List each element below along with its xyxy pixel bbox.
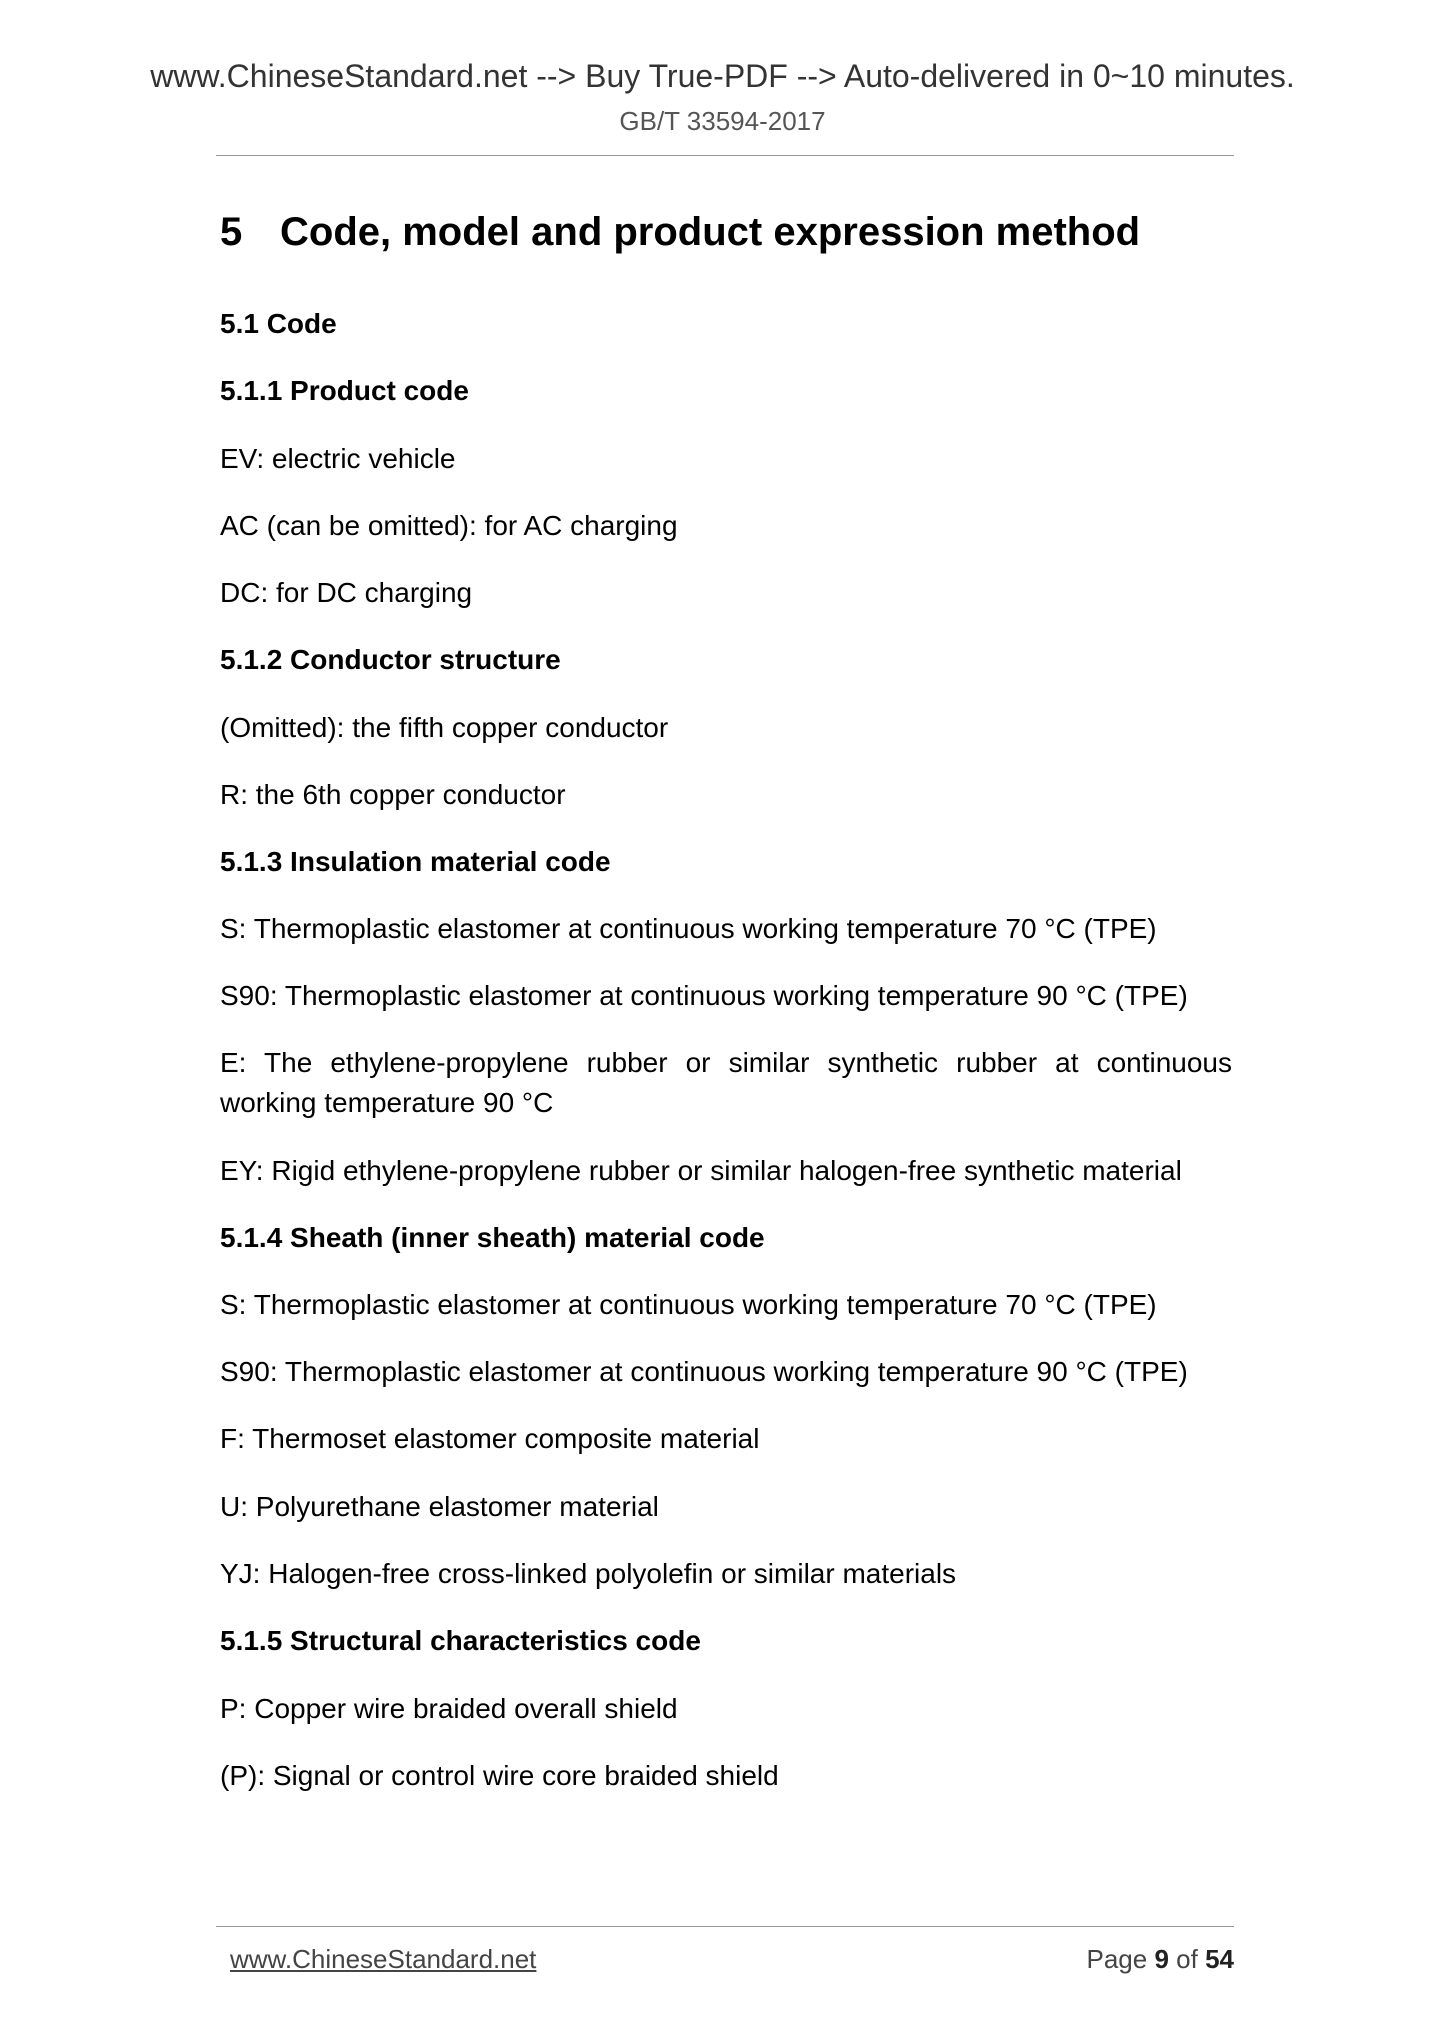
code-r: R: the 6th copper conductor bbox=[220, 779, 566, 810]
page-of: of bbox=[1176, 1944, 1198, 1974]
code-omitted: (Omitted): the fifth copper conductor bbox=[220, 712, 669, 743]
heading-5-1-4: 5.1.4 Sheath (inner sheath) material code bbox=[220, 1222, 765, 1253]
code-ev: EV: electric vehicle bbox=[220, 443, 456, 474]
insulation-s90: S90: Thermoplastic elastomer at continuous working temperature 90 °C (TPE) bbox=[220, 980, 1188, 1011]
footer-divider bbox=[216, 1926, 1234, 1927]
sheath-s: S: Thermoplastic elastomer at continuous working temperature 70 °C (TPE) bbox=[220, 1289, 1157, 1320]
code-ac: AC (can be omitted): for AC charging bbox=[220, 510, 678, 541]
page-prefix: Page bbox=[1086, 1944, 1148, 1974]
insulation-s: S: Thermoplastic elastomer at continuous working temperature 70 °C (TPE) bbox=[220, 913, 1157, 944]
sheath-u: U: Polyurethane elastomer material bbox=[220, 1491, 659, 1522]
standard-id: GB/T 33594-2017 bbox=[619, 106, 826, 136]
section-number: 5 bbox=[220, 210, 243, 254]
heading-5-1-1: 5.1.1 Product code bbox=[220, 375, 469, 406]
page-current: 9 bbox=[1154, 1944, 1169, 1974]
section-heading bbox=[220, 210, 1140, 255]
heading-5-1-5: 5.1.5 Structural characteristics code bbox=[220, 1625, 701, 1656]
sheath-yj: YJ: Halogen-free cross-linked polyolefin or similar materials bbox=[220, 1558, 957, 1589]
page-number bbox=[1084, 1944, 1234, 1975]
insulation-e-line1: E: The ethylene-propylene rubber or similar synthetic rubber at continuous bbox=[220, 1047, 1232, 1078]
heading-5-1-3: 5.1.3 Insulation material code bbox=[220, 846, 611, 877]
page-total: 54 bbox=[1205, 1944, 1234, 1974]
section-title: Code, model and product expression method bbox=[280, 210, 1141, 254]
structure-p: P: Copper wire braided overall shield bbox=[220, 1693, 678, 1724]
footer-site-link[interactable]: www.ChineseStandard.net bbox=[230, 1944, 537, 1974]
header-banner: www.ChineseStandard.net --> Buy True-PDF --> Auto-delivered in 0~10 minutes. bbox=[150, 58, 1295, 94]
sheath-f: F: Thermoset elastomer composite material bbox=[220, 1423, 760, 1454]
heading-5-1: 5.1 Code bbox=[220, 308, 337, 339]
structure-p-paren: (P): Signal or control wire core braided shield bbox=[220, 1760, 779, 1791]
insulation-ey: EY: Rigid ethylene-propylene rubber or similar halogen-free synthetic material bbox=[220, 1155, 1182, 1186]
heading-5-1-2: 5.1.2 Conductor structure bbox=[220, 644, 561, 675]
header-divider bbox=[216, 155, 1234, 156]
insulation-e-line2: working temperature 90 °C bbox=[220, 1087, 554, 1118]
code-dc: DC: for DC charging bbox=[220, 577, 473, 608]
sheath-s90: S90: Thermoplastic elastomer at continuous working temperature 90 °C (TPE) bbox=[220, 1356, 1188, 1387]
